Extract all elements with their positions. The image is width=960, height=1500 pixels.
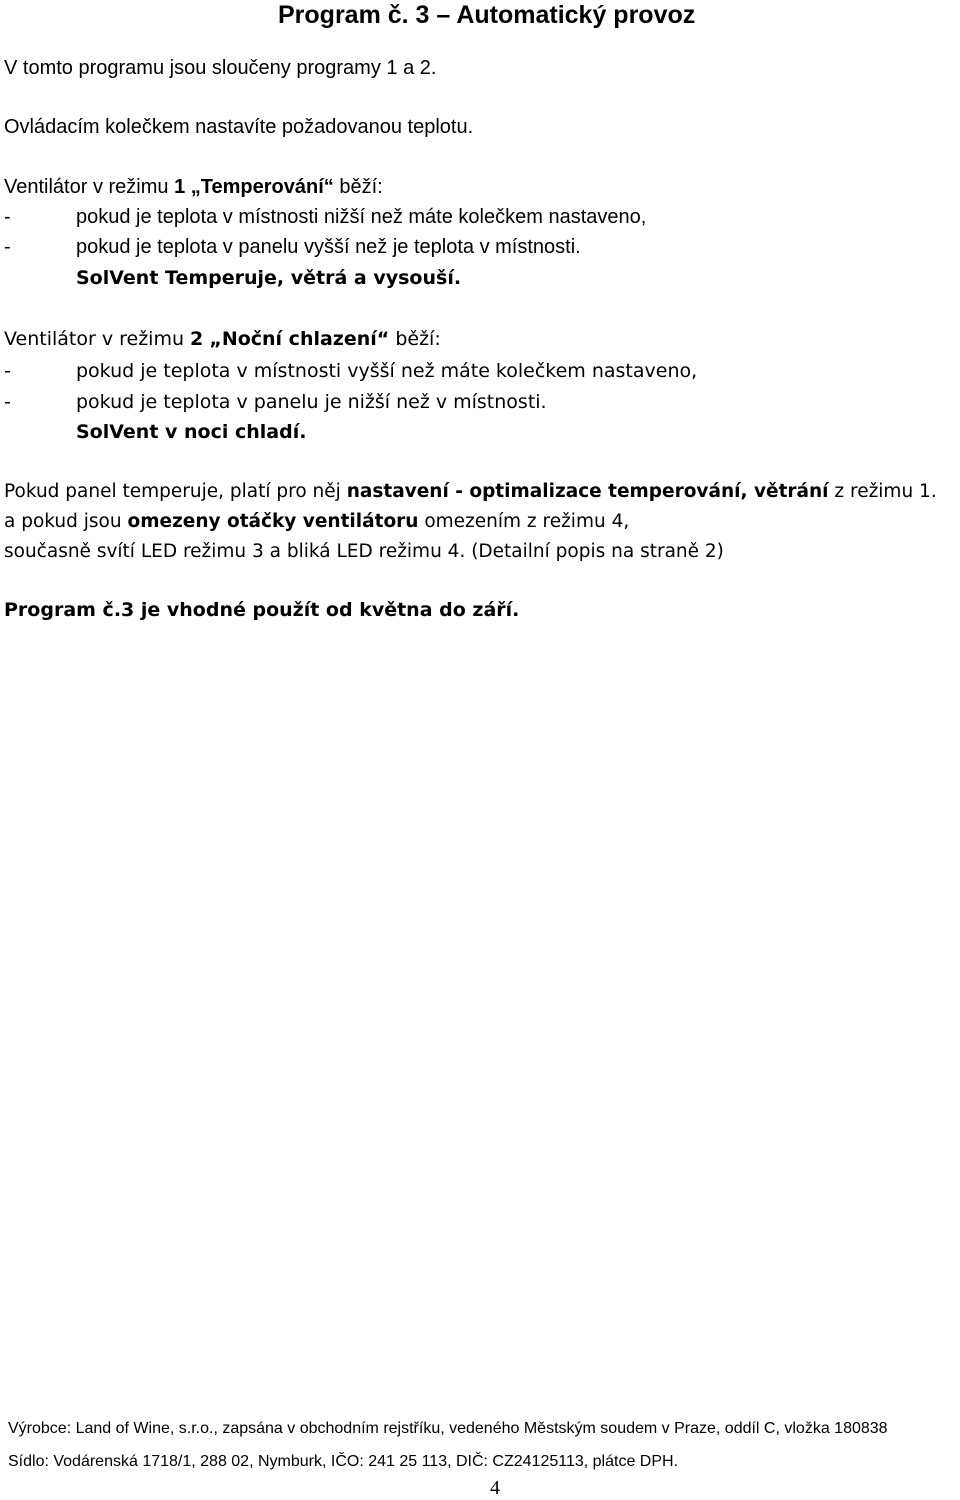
- intro-line-2: Ovládacím kolečkem nastavíte požadovanou teplotu.: [4, 116, 474, 138]
- intro-line-1: V tomto programu jsou sloučeny programy 1 a 2.: [4, 57, 437, 79]
- mode2-bullet-text: pokud je teplota v místnosti vyšší než máte kolečkem nastaveno,: [76, 360, 698, 382]
- page-title: Program č. 3 – Automatický provoz: [278, 1, 696, 29]
- note-line-2: [4, 510, 629, 534]
- mode1-suffix: běží:: [333, 176, 383, 198]
- note-line-3: současně svítí LED režimu 3 a bliká LED režimu 4. (Detailní popis na straně 2): [4, 541, 724, 562]
- mode2-prefix: Ventilátor v režimu: [4, 328, 191, 350]
- mode1-conclusion-text: SolVent Temperuje, větrá a vysouší.: [76, 267, 462, 289]
- mode2-number: 2: [190, 328, 204, 350]
- mode1-bullet-1: [4, 205, 646, 229]
- note-bold-text: omezeny otáčky ventilátoru: [127, 511, 419, 532]
- mode2-bullet-text: pokud je teplota v panelu je nižší než v místnosti.: [76, 391, 547, 413]
- recommendation: [4, 598, 519, 622]
- footer-line-2: Sídlo: Vodárenská 1718/1, 288 02, Nymburk, IČO: 241 25 113, DIČ: CZ24125113, plátce DPH.: [8, 1453, 679, 1470]
- footer-line-1: Výrobce: Land of Wine, s.r.o., zapsána v obchodním rejstříku, vedeného Městským soudem v Praze, oddíl C, vložka 180838: [8, 1420, 888, 1437]
- bullet-dash: -: [4, 236, 11, 258]
- mode1-conclusion: [76, 266, 461, 290]
- page-number: 4: [490, 1477, 500, 1499]
- mode1-heading: [4, 175, 383, 199]
- note-text: Pokud panel temperuje, platí pro něj: [4, 481, 347, 502]
- mode2-name: „Noční chlazení“: [209, 328, 390, 350]
- note-text: a pokud jsou: [4, 511, 128, 532]
- bullet-dash: -: [4, 391, 11, 413]
- mode1-number: 1: [174, 176, 186, 198]
- bullet-dash: -: [4, 360, 11, 382]
- mode1-bullet-text: pokud je teplota v panelu vyšší než je teplota v místnosti.: [76, 236, 581, 258]
- note-bold-text: nastavení - optimalizace temperování, větrání: [346, 481, 829, 502]
- mode2-heading: [4, 327, 441, 351]
- bullet-dash: -: [4, 206, 11, 228]
- note-line-1: [4, 480, 937, 504]
- mode1-prefix: Ventilátor v režimu: [4, 176, 175, 198]
- mode1-bullet-2: [4, 235, 581, 259]
- mode1-name: „Temperování“: [190, 176, 334, 198]
- mode2-bullet-2: [4, 390, 547, 414]
- mode2-conclusion-text: SolVent v noci chladí.: [76, 421, 307, 443]
- note-text: omezením z režimu 4,: [418, 511, 630, 532]
- mode2-conclusion: [76, 420, 306, 444]
- mode2-bullet-1: [4, 359, 697, 383]
- mode2-suffix: běží:: [389, 328, 441, 350]
- mode1-bullet-text: pokud je teplota v místnosti nižší než máte kolečkem nastaveno,: [76, 206, 647, 228]
- note-text: z režimu 1.: [828, 481, 937, 502]
- recommendation-text: Program č.3 je vhodné použít od května do září.: [4, 599, 520, 621]
